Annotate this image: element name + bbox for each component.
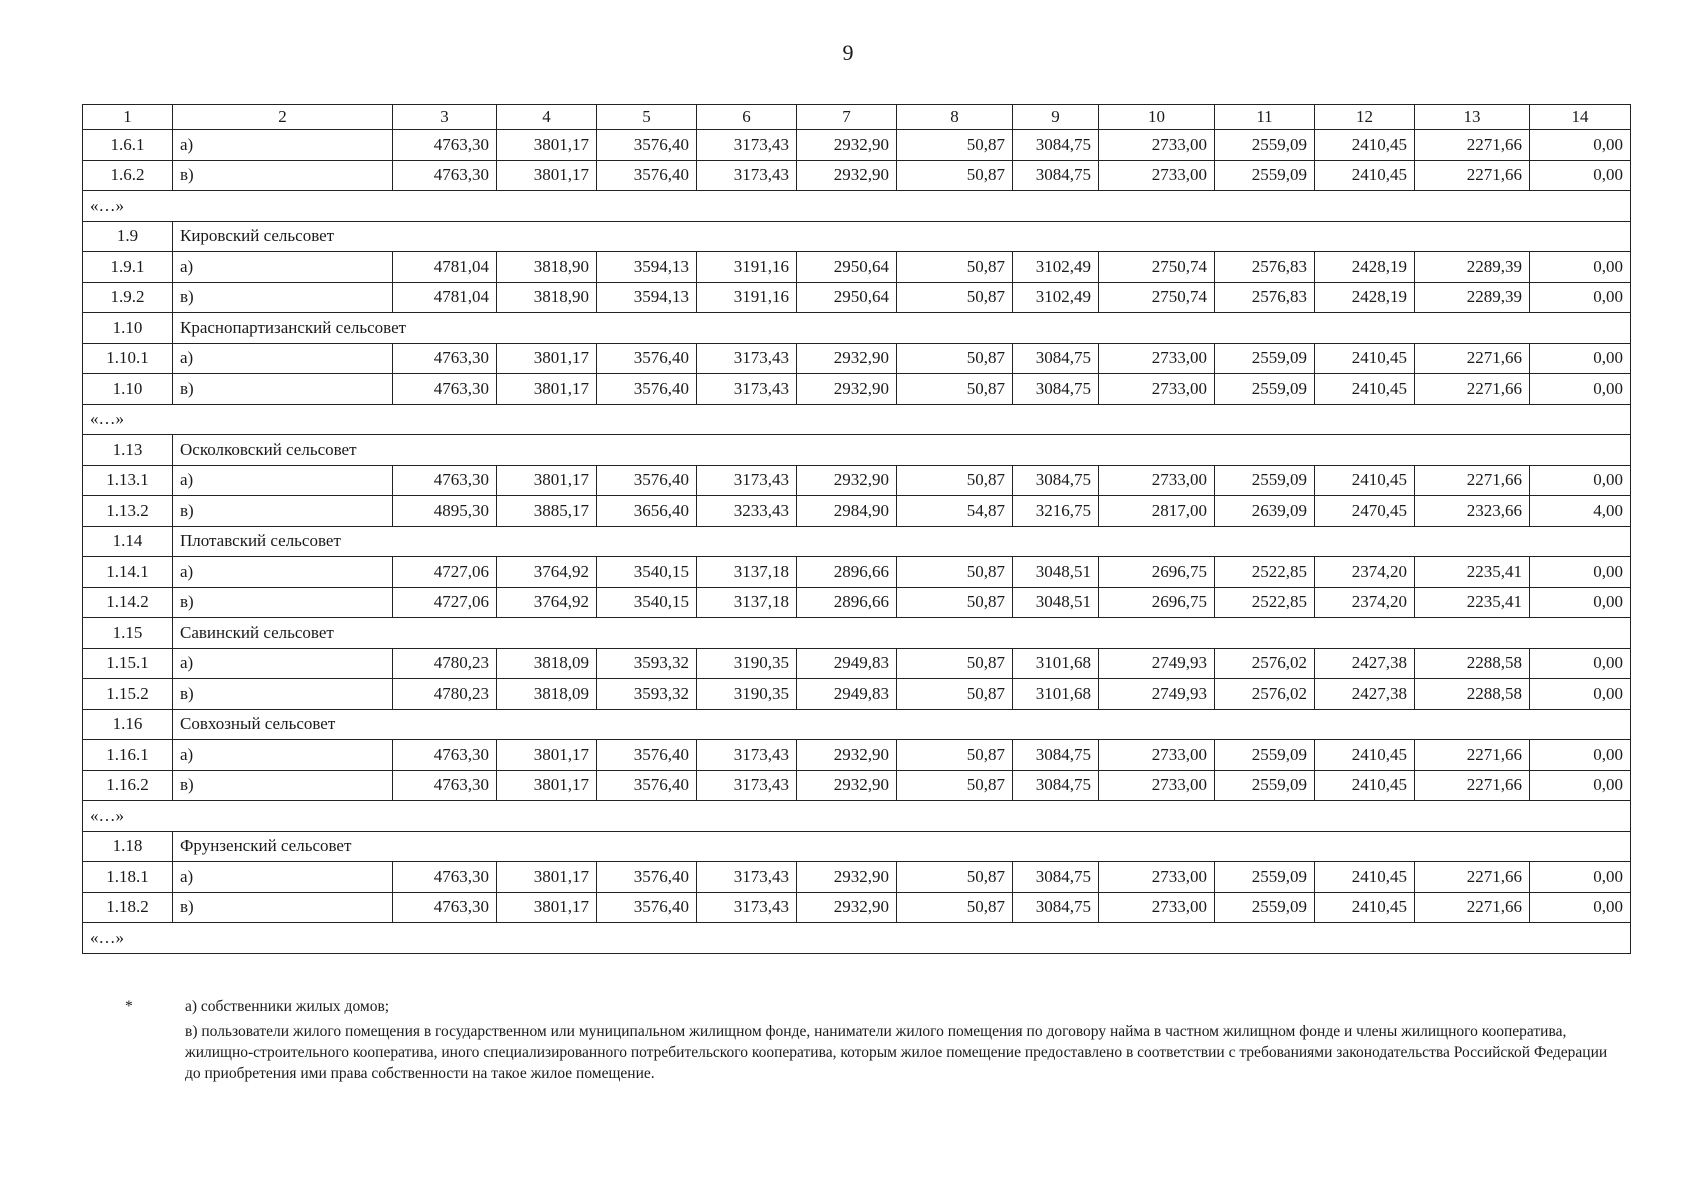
value-cell: 50,87 — [897, 282, 1013, 313]
table-row — [83, 465, 1631, 496]
column-header-row — [83, 105, 1631, 130]
value-cell: 2374,20 — [1315, 587, 1415, 618]
row-label: в) — [173, 282, 393, 313]
row-code: 1.13.1 — [83, 465, 173, 496]
table-row — [83, 679, 1631, 710]
group-name: Совхозный сельсовет — [173, 709, 1631, 740]
value-cell: 3084,75 — [1013, 374, 1099, 405]
value-cell: 3594,13 — [597, 282, 697, 313]
row-label: а) — [173, 862, 393, 893]
value-cell: 50,87 — [897, 343, 1013, 374]
row-code: 1.6.2 — [83, 160, 173, 191]
group-row — [83, 435, 1631, 466]
column-header: 6 — [697, 105, 797, 130]
table-row — [83, 160, 1631, 191]
value-cell: 2896,66 — [797, 557, 897, 588]
group-code: 1.9 — [83, 221, 173, 252]
row-label: а) — [173, 648, 393, 679]
value-cell: 2984,90 — [797, 496, 897, 527]
value-cell: 3801,17 — [497, 343, 597, 374]
ellipsis-marker: «…» — [83, 191, 1631, 222]
value-cell: 3576,40 — [597, 130, 697, 161]
value-cell: 2427,38 — [1315, 679, 1415, 710]
value-cell: 2576,83 — [1215, 282, 1315, 313]
value-cell: 4763,30 — [393, 160, 497, 191]
value-cell: 2576,83 — [1215, 252, 1315, 283]
group-name: Савинский сельсовет — [173, 618, 1631, 649]
value-cell: 3885,17 — [497, 496, 597, 527]
column-header: 2 — [173, 105, 393, 130]
value-cell: 2932,90 — [797, 374, 897, 405]
value-cell: 3540,15 — [597, 587, 697, 618]
value-cell: 2750,74 — [1099, 282, 1215, 313]
value-cell: 3190,35 — [697, 648, 797, 679]
value-cell: 2576,02 — [1215, 679, 1315, 710]
value-cell: 3137,18 — [697, 557, 797, 588]
table-row — [83, 496, 1631, 527]
value-cell: 2696,75 — [1099, 587, 1215, 618]
value-cell: 2271,66 — [1415, 892, 1530, 923]
column-header: 13 — [1415, 105, 1530, 130]
value-cell: 3576,40 — [597, 862, 697, 893]
value-cell: 2733,00 — [1099, 374, 1215, 405]
value-cell: 2559,09 — [1215, 374, 1315, 405]
value-cell: 2932,90 — [797, 740, 897, 771]
table-row — [83, 343, 1631, 374]
value-cell: 3173,43 — [697, 160, 797, 191]
value-cell: 2932,90 — [797, 862, 897, 893]
value-cell: 2428,19 — [1315, 252, 1415, 283]
value-cell: 50,87 — [897, 465, 1013, 496]
value-cell: 3818,09 — [497, 679, 597, 710]
row-code: 1.18.2 — [83, 892, 173, 923]
value-cell: 4780,23 — [393, 679, 497, 710]
value-cell: 2559,09 — [1215, 892, 1315, 923]
value-cell: 2639,09 — [1215, 496, 1315, 527]
group-row — [83, 709, 1631, 740]
value-cell: 2559,09 — [1215, 465, 1315, 496]
ellipsis-marker: «…» — [83, 801, 1631, 832]
value-cell: 3084,75 — [1013, 892, 1099, 923]
value-cell: 2896,66 — [797, 587, 897, 618]
value-cell: 3190,35 — [697, 679, 797, 710]
value-cell: 3102,49 — [1013, 252, 1099, 283]
value-cell: 0,00 — [1530, 343, 1631, 374]
footnote-marker: * — [125, 998, 133, 1015]
value-cell: 3137,18 — [697, 587, 797, 618]
value-cell: 2932,90 — [797, 160, 897, 191]
value-cell: 3576,40 — [597, 374, 697, 405]
value-cell: 50,87 — [897, 892, 1013, 923]
value-cell: 4763,30 — [393, 892, 497, 923]
table-row — [83, 282, 1631, 313]
row-label: в) — [173, 770, 393, 801]
value-cell: 2949,83 — [797, 679, 897, 710]
value-cell: 2428,19 — [1315, 282, 1415, 313]
value-cell: 2559,09 — [1215, 740, 1315, 771]
row-label: а) — [173, 130, 393, 161]
value-cell: 2733,00 — [1099, 343, 1215, 374]
value-cell: 3576,40 — [597, 740, 697, 771]
value-cell: 4763,30 — [393, 343, 497, 374]
value-cell: 4895,30 — [393, 496, 497, 527]
row-label: в) — [173, 160, 393, 191]
value-cell: 0,00 — [1530, 648, 1631, 679]
group-code: 1.10 — [83, 313, 173, 344]
value-cell: 4763,30 — [393, 374, 497, 405]
value-cell: 3801,17 — [497, 862, 597, 893]
column-header: 9 — [1013, 105, 1099, 130]
row-label: а) — [173, 740, 393, 771]
value-cell: 2374,20 — [1315, 557, 1415, 588]
value-cell: 0,00 — [1530, 252, 1631, 283]
value-cell: 2932,90 — [797, 892, 897, 923]
value-cell: 3818,90 — [497, 282, 597, 313]
value-cell: 3801,17 — [497, 740, 597, 771]
value-cell: 2288,58 — [1415, 679, 1530, 710]
value-cell: 2410,45 — [1315, 770, 1415, 801]
value-cell: 3233,43 — [697, 496, 797, 527]
value-cell: 2271,66 — [1415, 130, 1530, 161]
column-header: 14 — [1530, 105, 1631, 130]
footnote-item-a: а) собственники жилых домов; — [185, 998, 390, 1015]
value-cell: 2235,41 — [1415, 557, 1530, 588]
ellipsis-marker: «…» — [83, 404, 1631, 435]
value-cell: 0,00 — [1530, 374, 1631, 405]
table-row — [83, 892, 1631, 923]
value-cell: 2576,02 — [1215, 648, 1315, 679]
footnote-item-v: в) пользователи жилого помещения в государственном или муниципальном жилищном фонде, наниматели жилого помещения по договору найма в частном жилищном фонде и члены жилищного кооператива, жилищно-строительного кооператива, иного специализированного потребительского кооператива, которым жилое помещение предоставлено в соответствии с требованиями законодательства Российской Федерации до приобретения ими права собственности на такое жилое помещение. — [185, 1023, 1608, 1082]
value-cell: 0,00 — [1530, 740, 1631, 771]
value-cell: 3576,40 — [597, 343, 697, 374]
value-cell: 54,87 — [897, 496, 1013, 527]
value-cell: 2427,38 — [1315, 648, 1415, 679]
row-code: 1.13.2 — [83, 496, 173, 527]
value-cell: 3084,75 — [1013, 740, 1099, 771]
value-cell: 3576,40 — [597, 160, 697, 191]
value-cell: 2559,09 — [1215, 160, 1315, 191]
ellipsis-row — [83, 191, 1631, 222]
row-code: 1.14.1 — [83, 557, 173, 588]
value-cell: 2410,45 — [1315, 862, 1415, 893]
value-cell: 3540,15 — [597, 557, 697, 588]
group-row — [83, 526, 1631, 557]
value-cell: 3801,17 — [497, 374, 597, 405]
value-cell: 3173,43 — [697, 740, 797, 771]
value-cell: 3764,92 — [497, 557, 597, 588]
row-code: 1.15.1 — [83, 648, 173, 679]
value-cell: 2932,90 — [797, 770, 897, 801]
value-cell: 3801,17 — [497, 130, 597, 161]
value-cell: 0,00 — [1530, 587, 1631, 618]
value-cell: 3173,43 — [697, 130, 797, 161]
value-cell: 2470,45 — [1315, 496, 1415, 527]
column-header: 1 — [83, 105, 173, 130]
group-code: 1.15 — [83, 618, 173, 649]
value-cell: 0,00 — [1530, 557, 1631, 588]
value-cell: 0,00 — [1530, 465, 1631, 496]
value-cell: 3576,40 — [597, 465, 697, 496]
value-cell: 4727,06 — [393, 557, 497, 588]
value-cell: 50,87 — [897, 160, 1013, 191]
tariff-table — [82, 104, 1631, 954]
value-cell: 2932,90 — [797, 343, 897, 374]
group-code: 1.16 — [83, 709, 173, 740]
value-cell: 3801,17 — [497, 160, 597, 191]
group-code: 1.18 — [83, 831, 173, 862]
value-cell: 4781,04 — [393, 252, 497, 283]
value-cell: 3801,17 — [497, 770, 597, 801]
row-code: 1.10.1 — [83, 343, 173, 374]
value-cell: 2522,85 — [1215, 557, 1315, 588]
value-cell: 3084,75 — [1013, 465, 1099, 496]
value-cell: 0,00 — [1530, 282, 1631, 313]
value-cell: 50,87 — [897, 679, 1013, 710]
value-cell: 4763,30 — [393, 740, 497, 771]
row-code: 1.9.2 — [83, 282, 173, 313]
value-cell: 3084,75 — [1013, 343, 1099, 374]
value-cell: 2271,66 — [1415, 770, 1530, 801]
value-cell: 4780,23 — [393, 648, 497, 679]
row-label: в) — [173, 892, 393, 923]
value-cell: 50,87 — [897, 740, 1013, 771]
value-cell: 3593,32 — [597, 679, 697, 710]
value-cell: 2749,93 — [1099, 648, 1215, 679]
group-name: Кировский сельсовет — [173, 221, 1631, 252]
value-cell: 2932,90 — [797, 465, 897, 496]
value-cell: 0,00 — [1530, 862, 1631, 893]
value-cell: 3593,32 — [597, 648, 697, 679]
value-cell: 2733,00 — [1099, 862, 1215, 893]
value-cell: 4763,30 — [393, 770, 497, 801]
value-cell: 2750,74 — [1099, 252, 1215, 283]
value-cell: 4727,06 — [393, 587, 497, 618]
row-code: 1.16.1 — [83, 740, 173, 771]
value-cell: 2271,66 — [1415, 465, 1530, 496]
value-cell: 3656,40 — [597, 496, 697, 527]
ellipsis-marker: «…» — [83, 923, 1631, 954]
value-cell: 50,87 — [897, 557, 1013, 588]
column-header: 7 — [797, 105, 897, 130]
row-label: в) — [173, 587, 393, 618]
value-cell: 2271,66 — [1415, 374, 1530, 405]
value-cell: 3084,75 — [1013, 770, 1099, 801]
value-cell: 3818,09 — [497, 648, 597, 679]
row-code: 1.9.1 — [83, 252, 173, 283]
value-cell: 2410,45 — [1315, 374, 1415, 405]
value-cell: 2323,66 — [1415, 496, 1530, 527]
column-header: 3 — [393, 105, 497, 130]
value-cell: 2817,00 — [1099, 496, 1215, 527]
row-code: 1.15.2 — [83, 679, 173, 710]
row-label: а) — [173, 557, 393, 588]
group-name: Краснопартизанский сельсовет — [173, 313, 1631, 344]
value-cell: 2733,00 — [1099, 130, 1215, 161]
value-cell: 3084,75 — [1013, 130, 1099, 161]
value-cell: 3818,90 — [497, 252, 597, 283]
value-cell: 2559,09 — [1215, 770, 1315, 801]
value-cell: 4781,04 — [393, 282, 497, 313]
value-cell: 50,87 — [897, 770, 1013, 801]
value-cell: 2410,45 — [1315, 465, 1415, 496]
value-cell: 3191,16 — [697, 252, 797, 283]
table-row — [83, 770, 1631, 801]
group-row — [83, 313, 1631, 344]
value-cell: 3048,51 — [1013, 587, 1099, 618]
value-cell: 2950,64 — [797, 282, 897, 313]
value-cell: 2410,45 — [1315, 892, 1415, 923]
value-cell: 50,87 — [897, 130, 1013, 161]
value-cell: 3801,17 — [497, 892, 597, 923]
value-cell: 2288,58 — [1415, 648, 1530, 679]
column-header: 8 — [897, 105, 1013, 130]
value-cell: 3173,43 — [697, 892, 797, 923]
value-cell: 3801,17 — [497, 465, 597, 496]
page-number: 9 — [842, 40, 854, 65]
value-cell: 2559,09 — [1215, 130, 1315, 161]
table-row — [83, 740, 1631, 771]
value-cell: 2559,09 — [1215, 343, 1315, 374]
value-cell: 3216,75 — [1013, 496, 1099, 527]
group-row — [83, 831, 1631, 862]
table-row — [83, 648, 1631, 679]
row-label: в) — [173, 679, 393, 710]
value-cell: 0,00 — [1530, 679, 1631, 710]
value-cell: 2410,45 — [1315, 160, 1415, 191]
value-cell: 3764,92 — [497, 587, 597, 618]
value-cell: 4763,30 — [393, 130, 497, 161]
group-name: Фрунзенский сельсовет — [173, 831, 1631, 862]
row-label: а) — [173, 343, 393, 374]
value-cell: 3048,51 — [1013, 557, 1099, 588]
row-label: в) — [173, 496, 393, 527]
row-code: 1.6.1 — [83, 130, 173, 161]
value-cell: 2696,75 — [1099, 557, 1215, 588]
value-cell: 2733,00 — [1099, 465, 1215, 496]
value-cell: 3102,49 — [1013, 282, 1099, 313]
value-cell: 2749,93 — [1099, 679, 1215, 710]
value-cell: 2410,45 — [1315, 343, 1415, 374]
value-cell: 2410,45 — [1315, 130, 1415, 161]
value-cell: 4763,30 — [393, 862, 497, 893]
row-code: 1.16.2 — [83, 770, 173, 801]
value-cell: 2235,41 — [1415, 587, 1530, 618]
ellipsis-row — [83, 801, 1631, 832]
column-header: 11 — [1215, 105, 1315, 130]
column-header: 4 — [497, 105, 597, 130]
value-cell: 50,87 — [897, 648, 1013, 679]
value-cell: 3173,43 — [697, 862, 797, 893]
value-cell: 50,87 — [897, 374, 1013, 405]
value-cell: 2932,90 — [797, 130, 897, 161]
group-name: Осколковский сельсовет — [173, 435, 1631, 466]
table-row — [83, 862, 1631, 893]
value-cell: 2733,00 — [1099, 770, 1215, 801]
row-label: а) — [173, 465, 393, 496]
row-label: а) — [173, 252, 393, 283]
value-cell: 3191,16 — [697, 282, 797, 313]
value-cell: 3576,40 — [597, 892, 697, 923]
value-cell: 2271,66 — [1415, 160, 1530, 191]
value-cell: 3173,43 — [697, 374, 797, 405]
value-cell: 0,00 — [1530, 892, 1631, 923]
value-cell: 2410,45 — [1315, 740, 1415, 771]
value-cell: 0,00 — [1530, 130, 1631, 161]
footnote — [125, 996, 1625, 1088]
value-cell: 4763,30 — [393, 465, 497, 496]
value-cell: 2289,39 — [1415, 252, 1530, 283]
row-label: в) — [173, 374, 393, 405]
value-cell: 2559,09 — [1215, 862, 1315, 893]
group-row — [83, 221, 1631, 252]
value-cell: 2271,66 — [1415, 343, 1530, 374]
group-row — [83, 618, 1631, 649]
column-header: 10 — [1099, 105, 1215, 130]
row-code: 1.14.2 — [83, 587, 173, 618]
row-code: 1.10 — [83, 374, 173, 405]
value-cell: 3101,68 — [1013, 679, 1099, 710]
value-cell: 0,00 — [1530, 160, 1631, 191]
column-header: 12 — [1315, 105, 1415, 130]
table-row — [83, 252, 1631, 283]
value-cell: 2950,64 — [797, 252, 897, 283]
value-cell: 2733,00 — [1099, 160, 1215, 191]
ellipsis-row — [83, 404, 1631, 435]
value-cell: 0,00 — [1530, 770, 1631, 801]
group-name: Плотавский сельсовет — [173, 526, 1631, 557]
value-cell: 3173,43 — [697, 465, 797, 496]
value-cell: 3084,75 — [1013, 160, 1099, 191]
table-body — [83, 130, 1631, 954]
value-cell: 2271,66 — [1415, 740, 1530, 771]
value-cell: 2271,66 — [1415, 862, 1530, 893]
group-code: 1.14 — [83, 526, 173, 557]
value-cell: 50,87 — [897, 587, 1013, 618]
value-cell: 3173,43 — [697, 770, 797, 801]
value-cell: 2733,00 — [1099, 740, 1215, 771]
row-code: 1.18.1 — [83, 862, 173, 893]
value-cell: 3576,40 — [597, 770, 697, 801]
value-cell: 3101,68 — [1013, 648, 1099, 679]
value-cell: 2733,00 — [1099, 892, 1215, 923]
value-cell: 2289,39 — [1415, 282, 1530, 313]
column-header: 5 — [597, 105, 697, 130]
value-cell: 50,87 — [897, 862, 1013, 893]
value-cell: 2949,83 — [797, 648, 897, 679]
value-cell: 4,00 — [1530, 496, 1631, 527]
value-cell: 50,87 — [897, 252, 1013, 283]
table-row — [83, 374, 1631, 405]
group-code: 1.13 — [83, 435, 173, 466]
value-cell: 3084,75 — [1013, 862, 1099, 893]
value-cell: 2522,85 — [1215, 587, 1315, 618]
ellipsis-row — [83, 923, 1631, 954]
value-cell: 3594,13 — [597, 252, 697, 283]
value-cell: 3173,43 — [697, 343, 797, 374]
table-row — [83, 130, 1631, 161]
table-row — [83, 557, 1631, 588]
table-row — [83, 587, 1631, 618]
